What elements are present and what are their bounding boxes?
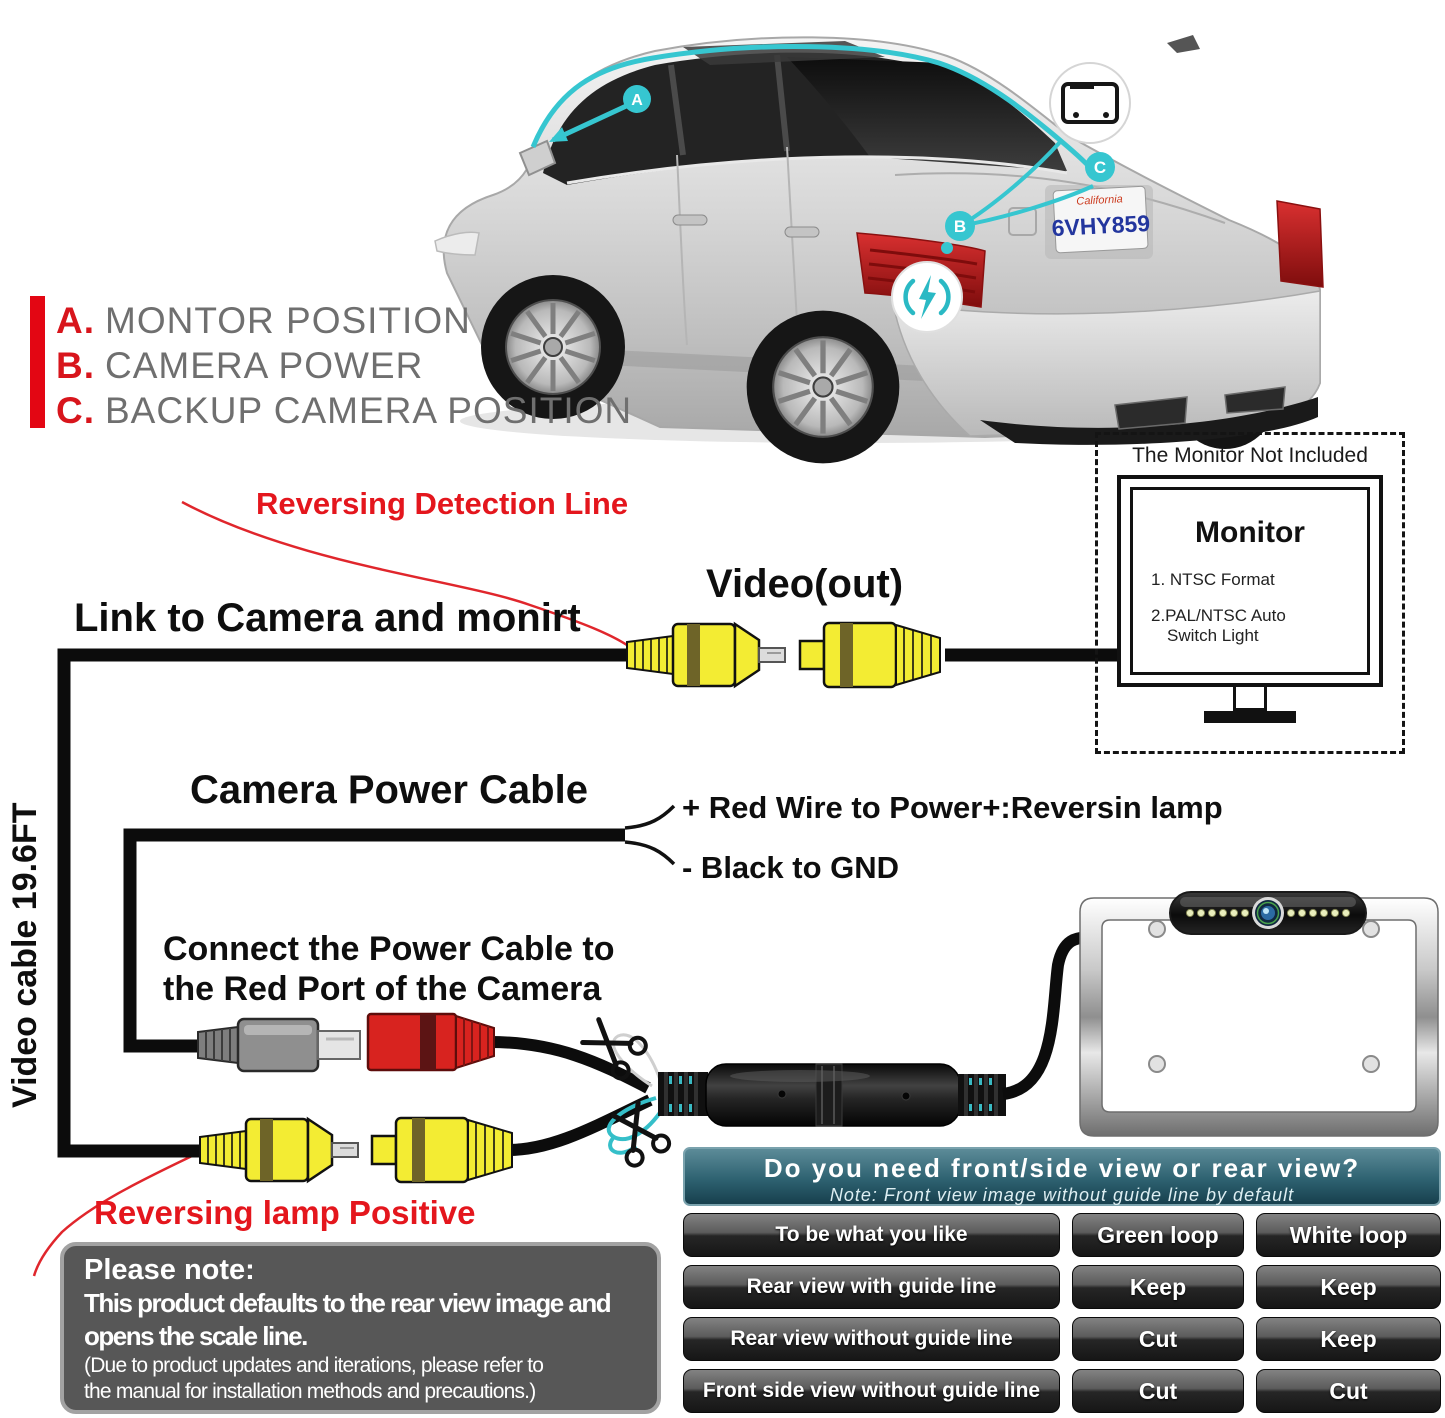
monitor-screen: [1130, 487, 1370, 675]
note-bold-line1: This product defaults to the rear view image and: [84, 1288, 611, 1318]
option-cell: Front side view without guide line: [683, 1369, 1060, 1413]
plate-frame-camera: [1080, 892, 1438, 1136]
marker-b: [945, 211, 975, 241]
link-to-camera-label: Link to Camera and monirt: [74, 596, 581, 640]
video-cable-length-label: Video cable 19.6FT: [6, 802, 44, 1108]
camera-cable: [1003, 938, 1092, 1094]
rca-male-video-out: [627, 624, 785, 686]
monitor-box-title: The Monitor Not Included: [1132, 444, 1368, 467]
legend-item-backup-camera-position: [56, 390, 632, 432]
legend-key: A.: [56, 300, 95, 341]
monitor-spec-1: 1. NTSC Format: [1151, 570, 1275, 589]
monitor-stand: [1233, 687, 1267, 711]
antenna-fin-icon: [1167, 35, 1200, 53]
camera-position-icon: [1050, 63, 1130, 143]
table-row: [683, 1265, 1441, 1309]
rca-female-video-out: [800, 623, 940, 687]
view-table-header: [683, 1147, 1441, 1206]
green-loop-cell: Cut: [1072, 1369, 1244, 1413]
legend-key: C.: [56, 390, 95, 431]
table-row: [683, 1213, 1441, 1257]
monitor-spec-2: 2.PAL/NTSC Auto: [1151, 606, 1286, 625]
monitor-spec-2b: Switch Light: [1167, 626, 1259, 645]
white-loop-cell: Keep: [1256, 1265, 1441, 1309]
video-cable: [64, 655, 632, 1151]
monitor-frame: [1117, 475, 1383, 687]
reversing-detection-line-label: Reversing Detection Line: [256, 486, 629, 521]
power-plug-male: [198, 1019, 360, 1071]
rca-female-camera: [372, 1118, 512, 1182]
monitor-not-included-box: [1095, 432, 1405, 754]
green-loop-cell: Keep: [1072, 1265, 1244, 1309]
connect-power-line2: the Red Port of the Camera: [163, 970, 602, 1008]
plate-state: California: [1076, 193, 1124, 208]
red-wire-label: + Red Wire to Power+:Reversin lamp: [682, 790, 1223, 825]
note-title: Please note:: [84, 1254, 255, 1286]
camera-lens-icon: [1252, 897, 1284, 929]
cable-junction: [658, 1064, 1006, 1126]
note-small-line1: (Due to product updates and iterations, please refer to: [84, 1354, 544, 1377]
tail-light-right: [1277, 201, 1323, 287]
green-loop-cell: Cut: [1072, 1317, 1244, 1361]
screw-holes: [1149, 921, 1379, 1072]
connect-power-line1: Connect the Power Cable to: [163, 930, 615, 968]
legend-item-monitor-position: [56, 300, 471, 342]
legend-key: B.: [56, 345, 95, 386]
option-cell: Rear view with guide line: [683, 1265, 1060, 1309]
white-loop-cell: White loop: [1256, 1213, 1441, 1257]
note-small-line2: the manual for installation methods and precautions.): [84, 1380, 536, 1403]
rca-male-camera: [200, 1119, 358, 1181]
legend-label: CAMERA POWER: [105, 345, 424, 386]
monitor-base: [1204, 711, 1296, 723]
option-cell: To be what you like: [683, 1213, 1060, 1257]
note-bold-line2: opens the scale line.: [84, 1321, 307, 1351]
table-row: [683, 1369, 1441, 1413]
power-port-red: [368, 1014, 494, 1070]
svg-text:C: C: [1093, 158, 1107, 177]
legend-item-camera-power: [56, 345, 423, 387]
monitor-screen-title: Monitor: [1195, 516, 1305, 549]
reversing-lamp-positive-label: Reversing lamp Positive: [94, 1194, 476, 1231]
legend-accent-bar: [30, 296, 45, 428]
marker-c: [1085, 152, 1115, 182]
legend-label: BACKUP CAMERA POSITION: [105, 390, 633, 431]
plate-number: 6VHY859: [1051, 209, 1151, 242]
option-cell: Rear view without guide line: [683, 1317, 1060, 1361]
power-lightning-icon: [892, 262, 962, 332]
marker-a: [623, 85, 651, 113]
svg-text:B: B: [953, 217, 967, 236]
legend-label: MONTOR POSITION: [105, 300, 471, 341]
green-loop-cell: Green loop: [1072, 1213, 1244, 1257]
svg-text:A: A: [631, 92, 643, 109]
view-table-question: Do you need front/side view or rear view?: [763, 1153, 1361, 1183]
video-out-label: Video(out): [706, 562, 904, 606]
view-table-note: Note: Front view image without guide line by default: [829, 1185, 1295, 1205]
white-loop-cell: Keep: [1256, 1317, 1441, 1361]
camera-power-cable-label: Camera Power Cable: [190, 768, 588, 812]
please-note-box: [60, 1242, 661, 1414]
white-loop-cell: Cut: [1256, 1369, 1441, 1413]
table-row: [683, 1317, 1441, 1361]
black-wire-label: - Black to GND: [682, 850, 900, 885]
